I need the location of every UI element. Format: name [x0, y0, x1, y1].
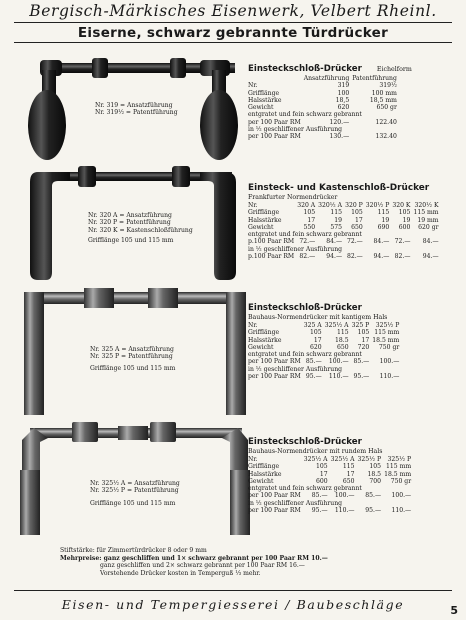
page-number: 5: [450, 604, 458, 617]
spec-cell: Grifflänge: [248, 463, 280, 471]
spec-cell: 18.5: [367, 470, 382, 478]
spec-cell: per 100 Paar RM: [248, 118, 301, 126]
spec-cell: [248, 75, 304, 82]
spec-cell: Ansatzführung: [303, 75, 350, 82]
spec-row: [248, 246, 442, 253]
spec-row: [248, 126, 400, 133]
spec-cell: 320 A: [297, 202, 316, 209]
page-subtitle: Eiserne, schwarz gebrannte Türdrücker: [77, 25, 389, 41]
spec-cell: 105: [351, 209, 363, 217]
spec-cell: entgratet und fein schwarz gebrannt: [248, 351, 362, 359]
spec-table-320: [248, 202, 442, 260]
spec-cell: 84.—: [422, 238, 439, 246]
spec-cell: Grifflänge: [248, 329, 280, 337]
bottom-notes: [60, 547, 328, 577]
spec-row: [248, 373, 402, 380]
spec-cell: 95.—: [365, 507, 382, 515]
spec-cell: entgratet und fein schwarz gebrannt: [248, 231, 362, 239]
caption-line: Nr. 319½ = Patentführung: [95, 109, 178, 117]
spec-row: [248, 366, 402, 373]
spec-cell: 100.—: [391, 492, 412, 500]
spec-table-325: [248, 322, 402, 380]
spec-cell: 17: [354, 216, 363, 224]
spec-row: [248, 456, 414, 463]
spec-cell: in ½ geschliffener Ausführung: [248, 245, 343, 253]
spec-cell: 18,5: [335, 96, 350, 104]
spec-cell: entgratet und fein schwarz gebrannt: [248, 485, 362, 493]
spec-cell: 115: [330, 209, 343, 217]
spec-cell: 620: [310, 343, 322, 351]
spec-cell: 325 A: [303, 322, 322, 329]
spec-row: [248, 111, 400, 118]
spec-cell: 17: [307, 216, 316, 224]
spec-cell: in ½ geschliffener Ausführung: [248, 499, 343, 507]
product-title-note: Eichelform: [376, 66, 412, 73]
spec-cell: 620: [337, 104, 350, 112]
spec-row: [248, 344, 402, 351]
spec-cell: 325 P: [351, 322, 370, 329]
spec-cell: 82.—: [346, 253, 363, 261]
spec-cell: 105: [357, 329, 370, 337]
spec-cell: 72.—: [299, 238, 316, 246]
spec-cell: p.100 Paar RM: [248, 253, 295, 261]
spec-cell: 700: [369, 477, 382, 485]
caption-line: Nr. 325 P = Patentführung: [90, 353, 173, 361]
spec-cell: 600: [315, 477, 328, 485]
footer-rule: [14, 590, 452, 591]
spec-cell: 18.5 mm: [372, 336, 400, 344]
spec-row: [248, 471, 414, 478]
spec-cell: per 100 Paar RM: [248, 373, 301, 381]
spec-cell: 84.—: [373, 238, 390, 246]
spec-cell: 319½: [379, 82, 397, 90]
spec-cell: 100.—: [328, 358, 349, 366]
spec-cell: Gewicht: [248, 223, 274, 231]
spec-cell: 115 mm: [374, 329, 400, 337]
spec-cell: Gewicht: [248, 477, 274, 485]
spec-cell: 319: [337, 82, 350, 90]
spec-cell: in ½ geschliffener Ausführung: [248, 126, 343, 134]
spec-cell: 19: [381, 216, 390, 224]
spec-cell: 320 P: [345, 202, 363, 209]
product-title-325: Einsteckschloß-Drücker: [248, 303, 362, 313]
spec-cell: 132.40: [375, 133, 397, 141]
spec-cell: Halsstärke: [248, 470, 282, 478]
spec-cell: 72.—: [346, 238, 363, 246]
spec-cell: 650: [342, 477, 355, 485]
spec-cell: 110.—: [379, 373, 400, 381]
spec-cell: 17: [346, 470, 355, 478]
spec-cell: 105: [310, 329, 322, 337]
spec-cell: Patentführung: [352, 75, 397, 82]
spec-cell: 650: [336, 343, 349, 351]
spec-cell: 650: [351, 223, 363, 231]
spec-cell: 120.—: [329, 118, 350, 126]
spec-cell: 115 mm: [413, 209, 439, 217]
spec-cell: 325½ P: [375, 322, 400, 329]
note-line: Stiftstärke: für Zimmertürdrücker 8 oder 9 mm: [60, 547, 207, 554]
spec-row: [248, 485, 414, 492]
spec-cell: per 100 Paar RM: [248, 507, 301, 515]
spec-cell: 100 mm: [371, 89, 397, 97]
spec-cell: 320½ A: [318, 202, 343, 209]
spec-row: [248, 463, 414, 470]
spec-cell: 325½ A: [330, 456, 355, 463]
caption-line: Nr. 319 = Ansatzführung: [95, 102, 173, 109]
spec-cell: Nr.: [248, 322, 258, 329]
spec-cell: Halsstärke: [248, 96, 282, 104]
spec-cell: 95.—: [353, 373, 370, 381]
spec-cell: 115 mm: [386, 463, 412, 471]
spec-cell: 750 gr: [378, 343, 400, 351]
product-title-319: [248, 64, 412, 74]
spec-cell: Gewicht: [248, 104, 274, 112]
spec-cell: 18.5 mm: [384, 470, 412, 478]
note-line: ganz geschliffen und 2× schwarz gebrannt per 100 Paar RM 16.—: [100, 562, 305, 569]
spec-cell: 325½ A: [324, 322, 349, 329]
spec-row: [248, 351, 402, 358]
spec-row: [248, 82, 400, 89]
spec-row: [248, 104, 400, 111]
spec-cell: per 100 Paar RM: [248, 358, 301, 366]
spec-cell: 19 mm: [417, 216, 439, 224]
product-title-320: Einsteck- und Kastenschloß-Drücker: [248, 183, 430, 193]
caption-line: Nr. 320 A = Ansatzführung: [88, 212, 172, 219]
spec-row: [248, 90, 400, 97]
spec-cell: 620 gr: [418, 223, 439, 231]
spec-cell: Nr.: [248, 82, 258, 90]
spec-cell: 19: [402, 216, 411, 224]
spec-cell: per 100 Paar RM: [248, 133, 301, 141]
product-note-325: Bauhaus-Normendrücker mit kantigem Hals: [248, 314, 388, 321]
spec-cell: 110.—: [328, 373, 349, 381]
spec-cell: 122.40: [375, 118, 397, 126]
spec-cell: p.100 Paar RM: [248, 238, 295, 246]
spec-cell: 94.—: [422, 253, 439, 261]
spec-cell: 105: [369, 463, 382, 471]
spec-cell: 17: [361, 336, 370, 344]
spec-cell: per 100 Paar RM: [248, 492, 301, 500]
spec-cell: 85.—: [365, 492, 382, 500]
spec-cell: Halsstärke: [248, 216, 282, 224]
spec-cell: 320 K: [392, 202, 411, 209]
spec-cell: 575: [330, 223, 343, 231]
spec-cell: 105: [303, 209, 316, 217]
spec-cell: Halsstärke: [248, 336, 282, 344]
spec-cell: 105: [315, 463, 328, 471]
spec-table-325-half: [248, 456, 414, 514]
spec-cell: 100: [337, 89, 350, 97]
spec-cell: 85.—: [305, 358, 322, 366]
spec-row: [248, 507, 414, 514]
spec-cell: 105: [398, 209, 411, 217]
spec-row: [248, 238, 442, 245]
spec-cell: Grifflänge: [248, 89, 280, 97]
spec-cell: 550: [303, 223, 316, 231]
spec-cell: 115: [342, 463, 355, 471]
spec-row: [248, 322, 402, 329]
spec-cell: 115: [336, 329, 349, 337]
spec-row: [248, 329, 402, 336]
handle-325-half-image: [20, 422, 250, 535]
spec-cell: 82.—: [299, 253, 316, 261]
product-note-325-half: Bauhaus-Normendrücker mit rundem Hals: [248, 448, 383, 455]
note-line: Mehrpreise: ganz geschliffen und 1× schwarz gebrannt per 100 Paar RM 10.—: [60, 554, 328, 562]
spec-cell: 84.—: [326, 238, 343, 246]
spec-row: [248, 253, 442, 260]
caption-line: Nr. 320 P = Patentführung: [88, 219, 171, 227]
spec-row: [248, 492, 414, 499]
spec-cell: 18.5: [335, 336, 349, 344]
spec-row: [248, 358, 402, 365]
spec-cell: in ½ geschliffener Ausführung: [248, 365, 343, 373]
caption-319: [95, 102, 178, 117]
spec-cell: 325½ P: [387, 456, 412, 463]
spec-cell: 325½ A: [303, 456, 328, 463]
spec-table-319: [248, 75, 400, 141]
spec-cell: 85.—: [311, 492, 328, 500]
spec-cell: 325½ P: [357, 456, 382, 463]
spec-cell: Gewicht: [248, 343, 274, 351]
spec-cell: Nr.: [248, 202, 258, 209]
spec-cell: 720: [357, 343, 370, 351]
product-title: Einsteckschloß-Drücker: [248, 64, 362, 74]
spec-cell: 19: [334, 216, 343, 224]
spec-row: [248, 478, 414, 485]
spec-cell: Grifflänge: [248, 209, 280, 217]
caption-line: Nr. 325½ P = Patentführung: [90, 487, 179, 495]
note-line: Vorstehende Drücker kosten in Temperguß ⅓ mehr.: [100, 569, 261, 577]
spec-row: [248, 500, 414, 507]
spec-row: [248, 202, 442, 209]
spec-cell: 85.—: [353, 358, 370, 366]
spec-cell: 110.—: [391, 507, 412, 515]
spec-cell: 320½ K: [414, 202, 439, 209]
caption-line: Grifflänge 105 und 115 mm: [90, 499, 176, 507]
company-header: Bergisch-Märkisches Eisenwerk, Velbert Rheinl.: [29, 2, 437, 20]
spec-cell: 17: [319, 470, 328, 478]
spec-row: [248, 209, 442, 216]
spec-cell: 17: [313, 336, 322, 344]
spec-cell: 95.—: [305, 373, 322, 381]
spec-cell: 18,5 mm: [369, 96, 397, 104]
spec-row: [248, 231, 442, 238]
spec-row: [248, 119, 400, 126]
spec-cell: 690: [377, 223, 390, 231]
spec-row: [248, 224, 442, 231]
spec-cell: 600: [398, 223, 411, 231]
spec-cell: 110.—: [334, 507, 355, 515]
spec-cell: 100.—: [334, 492, 355, 500]
spec-row: [248, 75, 400, 82]
spec-row: [248, 97, 400, 104]
spec-cell: 115: [377, 209, 390, 217]
spec-row: [248, 337, 402, 344]
spec-cell: 95.—: [311, 507, 328, 515]
spec-cell: entgratet und fein schwarz gebrannt: [248, 111, 362, 119]
caption-325-half: [90, 480, 180, 507]
spec-cell: 82.—: [394, 253, 411, 261]
spec-row: [248, 133, 400, 140]
spec-cell: 130.—: [329, 133, 350, 141]
caption-line: Nr. 325½ A = Ansatzführung: [90, 480, 180, 487]
spec-cell: 94.—: [326, 253, 343, 261]
caption-line: Nr. 320 K = Kastenschloßführung: [88, 226, 193, 234]
caption-line: Nr. 325 A = Ansatzführung: [90, 346, 174, 353]
spec-cell: 72.—: [394, 238, 411, 246]
product-title-325-half: Einsteckschloß-Drücker: [248, 437, 362, 447]
spec-cell: 100.—: [379, 358, 400, 366]
caption-line: Grifflänge 105 und 115 mm: [88, 237, 174, 245]
spec-row: [248, 217, 442, 224]
caption-line: Grifflänge 105 und 115 mm: [90, 364, 176, 372]
spec-cell: Nr.: [248, 456, 258, 463]
spec-cell: 94.—: [373, 253, 390, 261]
spec-cell: 320½ P: [365, 202, 390, 209]
spec-cell: 650 gr: [376, 104, 397, 112]
product-note-320: Frankfurter Normendrücker: [248, 194, 338, 201]
spec-cell: 750 gr: [390, 477, 412, 485]
footer-text: Eisen- und Tempergiesserei / Baubeschläge: [61, 597, 405, 612]
caption-325: [90, 346, 175, 372]
caption-320: [88, 212, 193, 245]
